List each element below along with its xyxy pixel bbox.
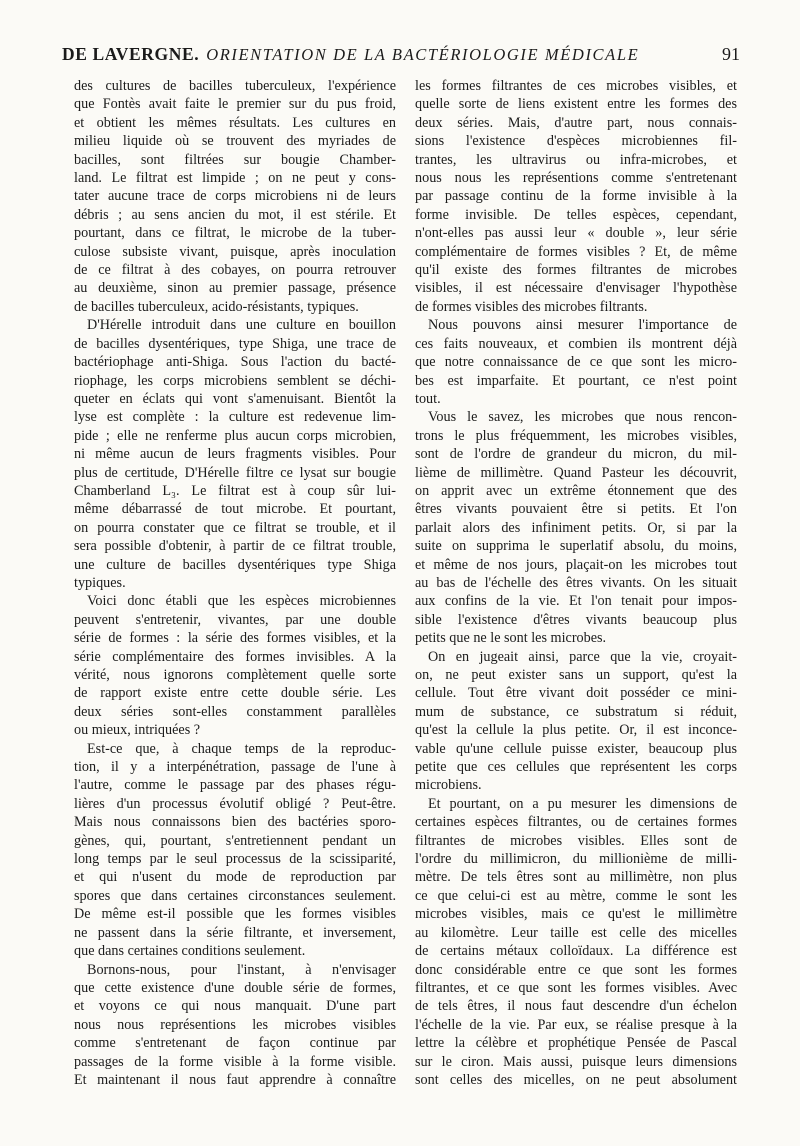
text-line: comme s'entretenant de façon continue par bbox=[74, 1035, 396, 1052]
text-line: filtrantes de microbes visibles. Elles sont de bbox=[415, 832, 737, 849]
text-line: même débarrassé de tout microbe. Et pourtant, bbox=[74, 501, 396, 518]
text-line: et voyons ce qui nous manquait. D'une part bbox=[74, 998, 396, 1015]
text-line: deux séries sont-elles constamment parallèles bbox=[74, 703, 396, 720]
text-line: Nous pouvons ainsi mesurer l'importance de bbox=[428, 317, 737, 334]
page-number: 91 bbox=[722, 44, 740, 64]
text-line: pourtant, dans ce filtrat, le microbe de la tuber- bbox=[74, 225, 396, 242]
text-line: de formes visibles des microbes filtrants. bbox=[415, 298, 648, 315]
text-line: et même de nos jours, plaçait-on les microbes tout bbox=[415, 556, 737, 573]
left-column bbox=[74, 77, 396, 1089]
text-line: ces faits nouveaux, et combien ils montrent déjà bbox=[415, 335, 737, 352]
text-line: pide ; elle ne renferme plus aucun corps microbien, bbox=[74, 427, 396, 444]
text-line: bactériophage anti-Shiga. Sous l'action du bacté- bbox=[74, 354, 396, 371]
text-line: de certains métaux colloïdaux. La différence est bbox=[415, 943, 737, 960]
text-line: que dans certaines conditions seulement. bbox=[74, 943, 306, 960]
paragraph bbox=[74, 740, 396, 961]
article-title: ORIENTATION DE LA BACTÉRIOLOGIE MÉDICALE bbox=[206, 45, 640, 64]
paragraph bbox=[74, 77, 396, 316]
text-line: de bacilles dysentériques, type Shiga, une trace de bbox=[74, 335, 396, 352]
text-line: ni même aucun de leurs fragments visibles. Pour bbox=[74, 446, 396, 463]
running-head bbox=[62, 44, 740, 70]
text-line: De même est-il possible que les formes visibles bbox=[74, 906, 396, 923]
text-line: n'ont-elles pas aussi leur « double », leur série bbox=[415, 225, 737, 242]
text-line: lième de millimètre. Quand Pasteur les découvrit, bbox=[415, 464, 737, 481]
text-line: ce que celui-ci est au mètre, comme le sont les bbox=[415, 887, 737, 904]
text-line: au deuxième, sinon au premier passage, présence bbox=[74, 280, 396, 297]
text-line: et obtient les mêmes résultats. Les cultures en bbox=[74, 114, 396, 131]
text-line: sions l'existence d'espèces microbiennes fil- bbox=[415, 133, 737, 150]
text-line: gènes, qui, pourtant, s'entretiennent pendant un bbox=[74, 832, 396, 849]
text-line: on apprit avec un extrême étonnement que des bbox=[415, 482, 737, 499]
text-line: par passage continu de la forme invisible à la bbox=[415, 188, 737, 205]
text-line: lyse est complète : la culture est redevenue lim- bbox=[74, 409, 396, 426]
text-line: vable qu'une cellule puisse exister, beaucoup plus bbox=[415, 740, 737, 757]
text-line: des cultures de bacilles tuberculeux, l'expérience bbox=[74, 78, 396, 94]
text-line: que cette existence d'une double série de formes, bbox=[74, 979, 396, 996]
text-line: Est-ce que, à chaque temps de la reproduc- bbox=[87, 740, 396, 757]
author-name: DE LAVERGNE. bbox=[62, 44, 200, 64]
text-line: deux séries. Mais, d'autre part, nous connais- bbox=[415, 114, 737, 131]
text-line: visibles, il est nécessaire d'envisager l'hypothèse bbox=[415, 280, 737, 297]
right-column bbox=[415, 77, 737, 1089]
text-line: de bacilles tuberculeux, acido-résistants, typiques. bbox=[74, 298, 359, 315]
text-line: culose subsiste vivant, puisque, après inoculation bbox=[74, 243, 396, 260]
text-line: vérité, nous ignorons complètement quelle sorte bbox=[74, 667, 396, 683]
text-line: microbes visibles, mais ce qu'est le millimètre bbox=[415, 906, 737, 923]
text-line: trons le plus fréquemment, les microbes visibles, bbox=[415, 427, 737, 444]
text-line: lettre la célèbre et prophétique Pensée de Pascal bbox=[415, 1035, 737, 1052]
text-line: les formes filtrantes de ces microbes visibles, et bbox=[415, 78, 737, 94]
paragraph bbox=[415, 77, 737, 316]
paragraph bbox=[415, 648, 737, 795]
text-line: D'Hérelle introduit dans une culture en bouillon bbox=[87, 317, 396, 334]
text-line: êtres vivants pouvaient être si petits. Et l'on bbox=[415, 501, 737, 518]
text-line: sur le ciron. Mais aussi, puisque leurs dimensions bbox=[415, 1053, 737, 1070]
text-line: tater aucune trace de corps microbiens ni de leurs bbox=[74, 188, 396, 205]
text-line: l'autre, comme le passage par des phases régu- bbox=[74, 777, 396, 794]
text-line: au bas de l'échelle des êtres vivants. On les situait bbox=[415, 574, 737, 591]
text-line: plus de certitude, D'Hérelle filtre ce lysat sur bougie bbox=[74, 464, 396, 481]
text-line: mètre. De tels êtres sont au millimètre, non plus bbox=[415, 869, 737, 886]
text-line: on, ne peut exister sans un support, qu'est la bbox=[415, 667, 737, 683]
text-line: série de formes : la série des formes visibles, et la bbox=[74, 630, 396, 647]
text-line: sont celles des micelles, on ne peut absolument bbox=[415, 1071, 737, 1088]
text-line: queter en éclats qui vont s'amenuisant. Bientôt la bbox=[74, 390, 396, 407]
text-line: riophage, les corps microbiens semblent se déchi- bbox=[74, 372, 396, 389]
text-line: l'échelle de la vie. Par eux, se réalise presque à la bbox=[415, 1016, 737, 1033]
text-line: et qui n'usent du mode de reproduction par bbox=[74, 869, 396, 886]
text-line: nous nous représentions les microbes visibles bbox=[74, 1016, 396, 1033]
text-line: Bornons-nous, pour l'instant, à n'envisager bbox=[87, 961, 396, 978]
text-line: Et maintenant il nous faut apprendre à connaître bbox=[74, 1071, 396, 1088]
running-head-text bbox=[62, 44, 639, 65]
paragraph bbox=[74, 592, 396, 739]
text-line: trantes, les ultravirus ou infra-microbes, et bbox=[415, 151, 737, 168]
text-line: lières d'un processus évolutif obligé ? Peut-être. bbox=[74, 795, 396, 812]
text-line: cellule. Tout être vivant doit posséder ce mini- bbox=[415, 685, 737, 702]
text-line: land. Le filtrat est limpide ; on ne peut y cons- bbox=[74, 170, 396, 187]
text-line: que notre connaissance de ce que sont les micro- bbox=[415, 354, 737, 371]
text-line: Chamberland L₃. Le filtrat est à coup sûr lui- bbox=[74, 482, 396, 499]
text-line: Mais nous connaissons bien des bactéries sporo- bbox=[74, 814, 396, 831]
text-line: microbiens. bbox=[415, 777, 482, 794]
text-line: bacilles, sont filtrées sur bougie Chamber- bbox=[74, 151, 396, 168]
paragraph bbox=[415, 408, 737, 647]
text-line: long temps par le seul processus de la scissiparité, bbox=[74, 851, 396, 868]
paragraph bbox=[74, 316, 396, 592]
text-line: parlait alors des infiniment petits. Or, si par la bbox=[415, 519, 737, 536]
text-line: donc considérable entre ce que sont les formes bbox=[415, 961, 737, 978]
text-line: ou mieux, intriquées ? bbox=[74, 722, 201, 739]
text-line: qu'il existe des formes filtrantes de microbes bbox=[415, 262, 737, 279]
text-line: Et pourtant, on a pu mesurer les dimensions de bbox=[428, 795, 737, 812]
text-line: on pourra constater que ce filtrat se trouble, et il bbox=[74, 519, 396, 536]
text-line: typiques. bbox=[74, 574, 126, 591]
text-line: de tels êtres, il nous faut descendre d'un échelon bbox=[415, 998, 737, 1015]
text-line: une culture de bacilles dysentériques type Shiga bbox=[74, 556, 396, 573]
text-line: spores que dans certaines circonstances seulement. bbox=[74, 887, 396, 904]
text-line: aux confins de la vie. Et l'on tenait pour impos- bbox=[415, 593, 737, 610]
text-line: nous nous les représentions comme s'entretenant bbox=[415, 170, 737, 187]
paragraph bbox=[74, 961, 396, 1090]
text-line: qu'est la cellule la plus petite. Or, il est inconce- bbox=[415, 722, 737, 739]
text-line: au kilomètre. Leur taille est celle des micelles bbox=[415, 924, 737, 941]
text-line: quelle sorte de liens existent entre les formes des bbox=[415, 96, 737, 113]
text-line: complémentaire de formes visibles ? Et, de même bbox=[415, 243, 737, 260]
text-line: petite que ces cellules que représentent les corps bbox=[415, 759, 737, 776]
text-line: l'ordre du millimicron, du millionième de milli- bbox=[415, 851, 737, 868]
text-line: tion, il y a interpénétration, passage de l'une à bbox=[74, 759, 396, 776]
paragraph bbox=[415, 316, 737, 408]
text-line: que Fontès avait faite le premier sur du pus froid, bbox=[74, 96, 396, 113]
text-line: passages de la forme visible à la forme visible. bbox=[74, 1053, 396, 1070]
text-line: sible l'existence d'êtres vivants beaucoup plus bbox=[415, 611, 737, 628]
text-line: peuvent s'entretenir, vivantes, par une double bbox=[74, 611, 396, 628]
text-line: suite on supprima le superlatif absolu, du moins, bbox=[415, 538, 737, 555]
text-line: Voici donc établi que les espèces microbiennes bbox=[87, 593, 396, 610]
paragraph bbox=[415, 795, 737, 1090]
text-line: milieu liquide où se trouvent des myriades de bbox=[74, 133, 396, 150]
text-line: On en jugeait ainsi, parce que la vie, croyait- bbox=[428, 648, 737, 665]
text-line: de rapport existe entre cette double série. Les bbox=[74, 685, 396, 702]
text-line: Vous le savez, les microbes que nous rencon- bbox=[428, 409, 737, 426]
text-line: sont de l'ordre de grandeur du micron, du mil- bbox=[415, 446, 737, 463]
text-line: de ce filtrat à des cobayes, on pourra retrouver bbox=[74, 262, 396, 279]
text-line: forme invisible. De telles espèces, cependant, bbox=[415, 206, 737, 223]
text-line: mum de substance, ce substratum si réduit, bbox=[415, 703, 737, 720]
text-line: série complémentaire des formes invisibles. A la bbox=[74, 648, 396, 665]
text-line: tout. bbox=[415, 390, 441, 407]
text-line: certaines espèces filtrantes, ou de certaines formes bbox=[415, 814, 737, 831]
text-line: bes est imparfaite. Et pourtant, ce n'est point bbox=[415, 372, 737, 389]
text-line: sera possible d'obtenir, à partir de ce filtrat trouble, bbox=[74, 538, 396, 555]
text-line: filtrantes, et ce que sont les formes visibles. Avec bbox=[415, 979, 737, 996]
text-line: débris ; au sens ancien du mot, il est stérile. Et bbox=[74, 206, 396, 223]
text-line: petits que ne le sont les microbes. bbox=[415, 630, 607, 647]
text-line: ne passent dans la série filtrante, et inversement, bbox=[74, 924, 396, 941]
